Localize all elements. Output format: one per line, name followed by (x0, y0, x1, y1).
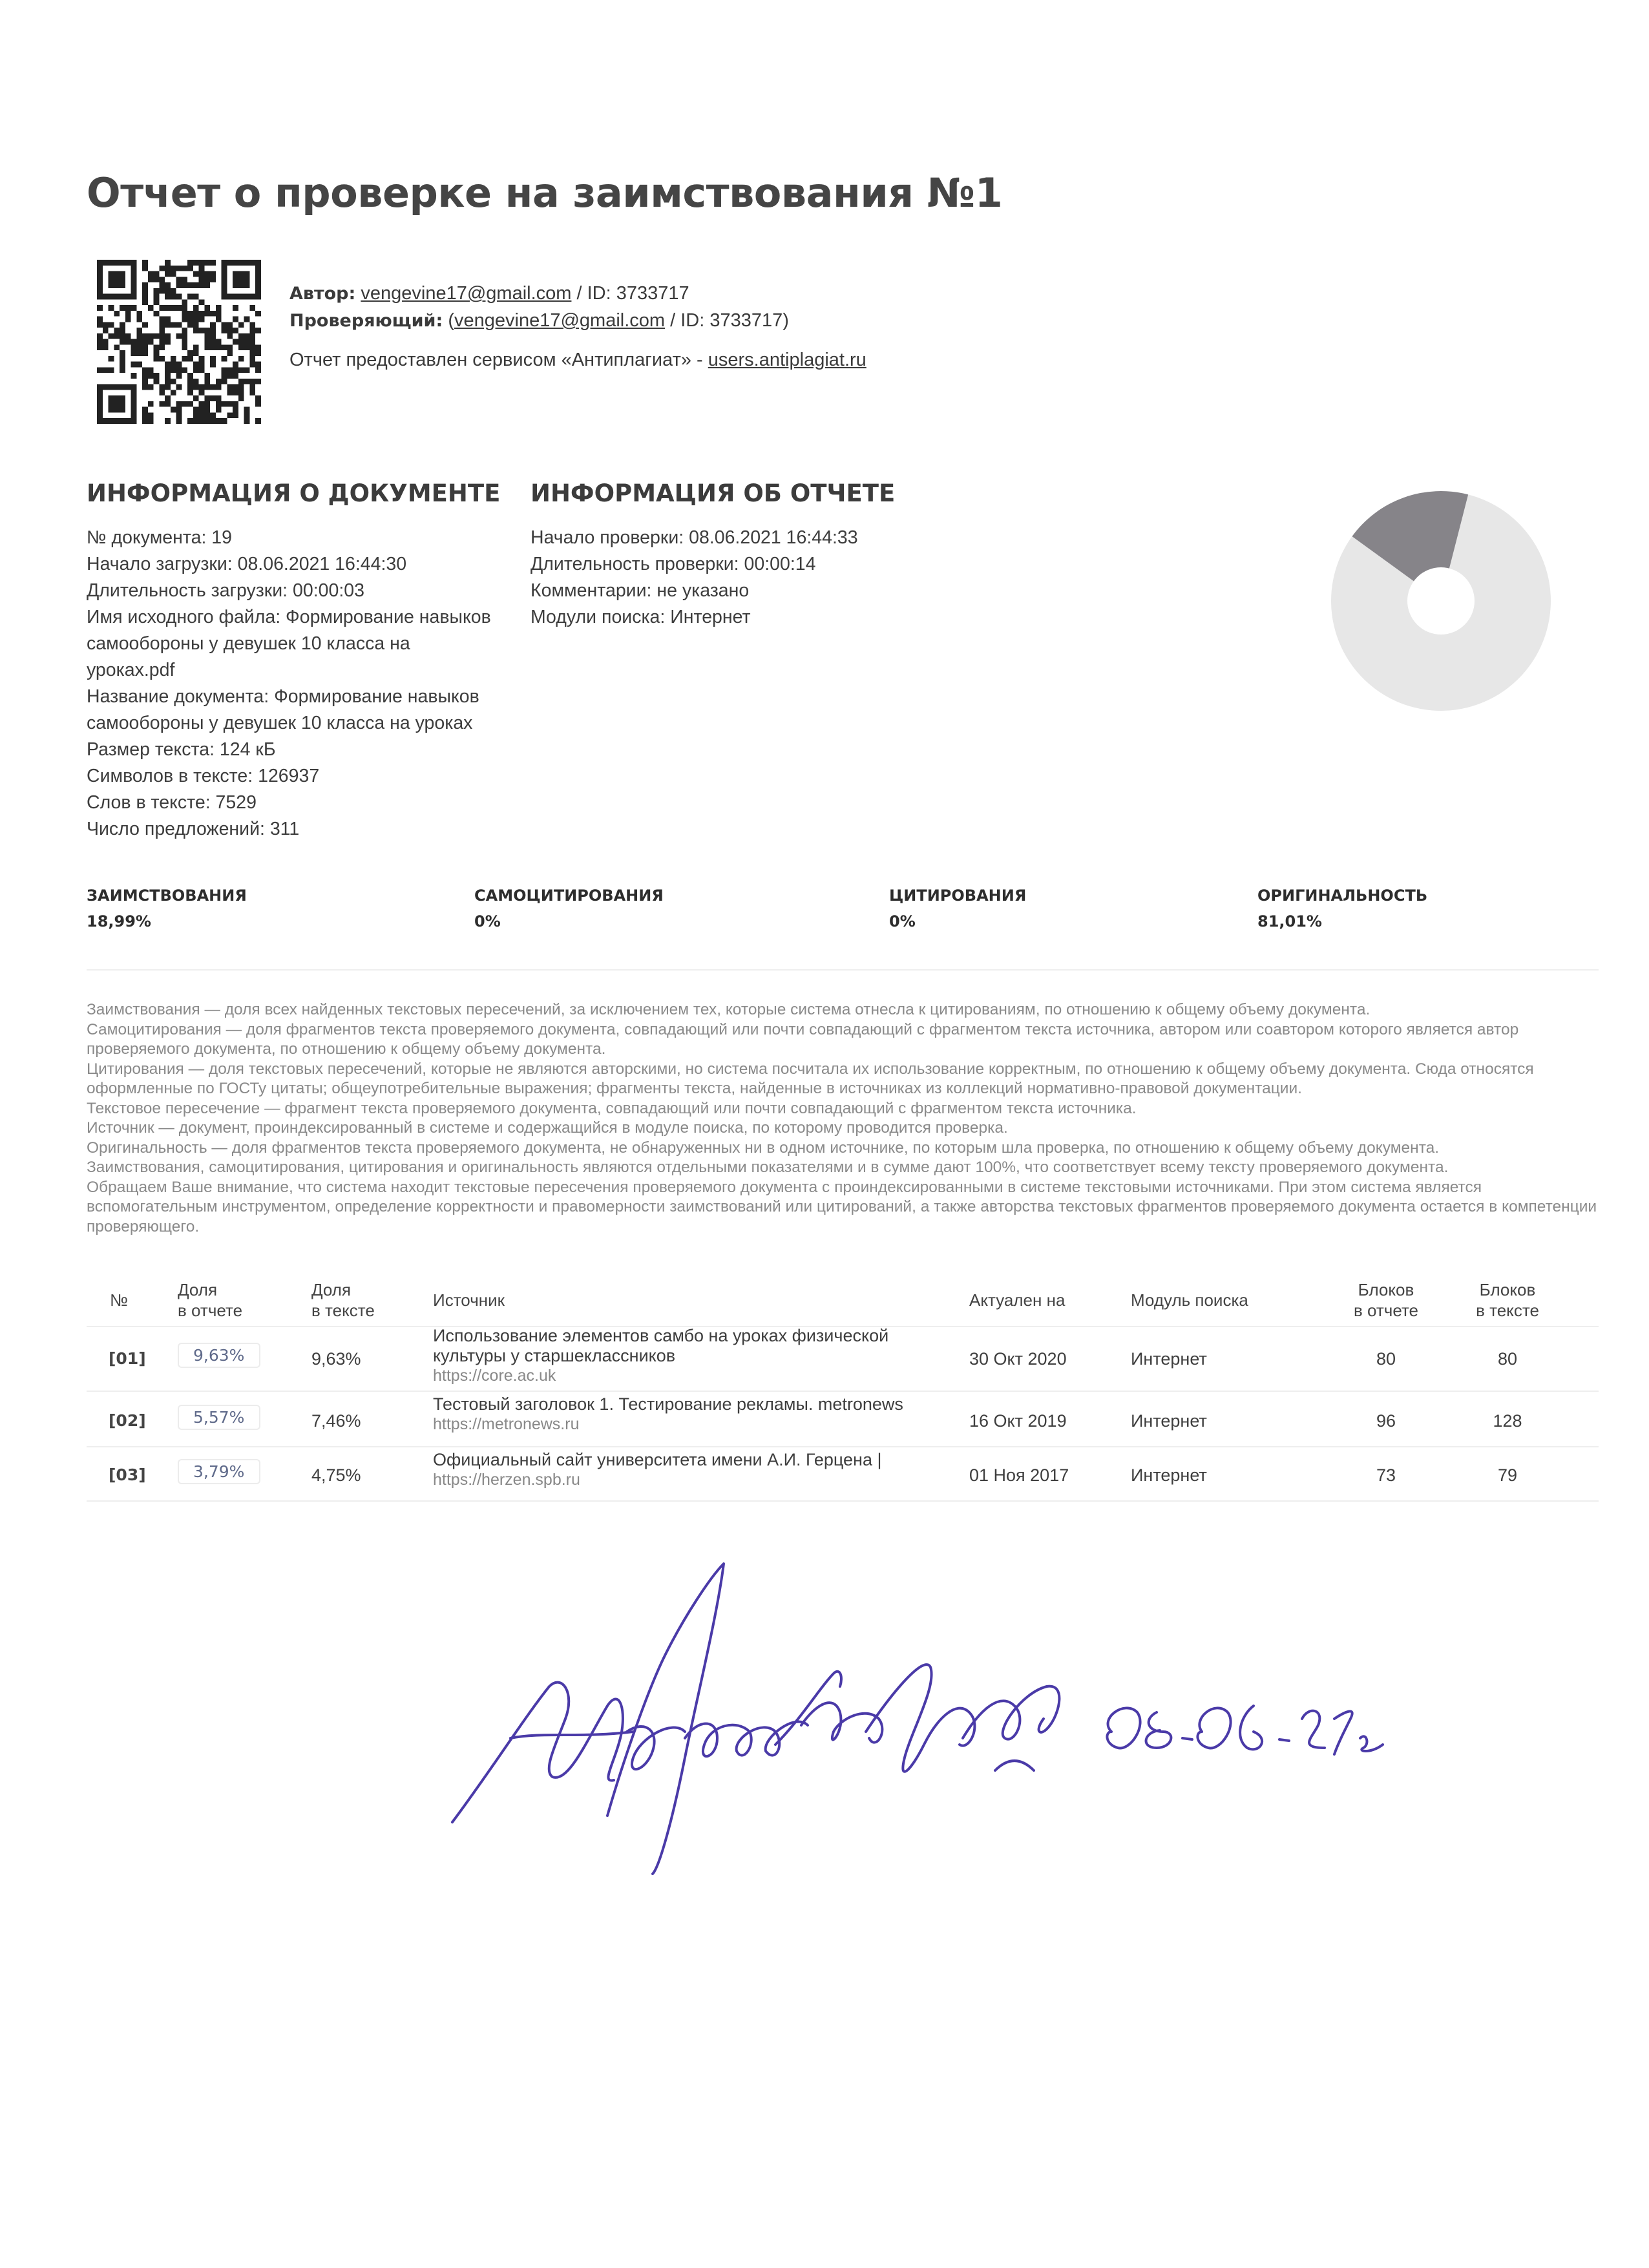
row-share-report (178, 1343, 260, 1368)
col-header-share-text (311, 1279, 375, 1321)
report-info-row: Начало проверки: 08.06.2021 16:44:33 (530, 527, 858, 548)
stat-value: 0% (889, 912, 916, 930)
stat-value: 81,01% (1257, 912, 1322, 930)
antiplagiat-link[interactable]: users.antiplagiat.ru (708, 350, 867, 370)
row-share-report (178, 1459, 260, 1484)
row-id: [02] (109, 1411, 146, 1430)
col-header-blocks-text (1465, 1279, 1549, 1321)
col-header-line: в отчете (178, 1301, 243, 1320)
doc-info-row: Слов в тексте: 7529 (87, 792, 257, 813)
doc-info-row: уроках.pdf (87, 660, 175, 680)
col-header-line: Блоков (1479, 1280, 1536, 1299)
stat-citation (889, 887, 1026, 930)
doc-info-list (87, 525, 532, 843)
author-id: / ID: 3733717 (571, 283, 689, 304)
row-module: Интернет (1131, 1465, 1207, 1485)
col-header-line: Доля (178, 1280, 218, 1299)
col-header-share-report (178, 1279, 242, 1321)
legend-paragraph: Самоцитирования — доля фрагментов текста проверяемого документа, совпадающий или почти совпадающий с фрагментом текста источника, автором или соавтором которого является автор проверяемого документа, по отношению к общему объему документа. (87, 1020, 1519, 1058)
legend-paragraph: Обращаем Ваше внимание, что система находит текстовые пересечения проверяемого документа с проиндексированными в системе текстовыми источниками. При этом система является вспомогательным инструментом, определение корректности и правомерности заимствований или цитирований, а также авторства текстовых фрагментов проверяемого документа остается в компетенции проверяющего. (87, 1178, 1597, 1235)
legend-paragraph: Текстовое пересечение — фрагмент текста проверяемого документа, совпадающий или почти совпадающий с фрагментом текста источника. (87, 1099, 1137, 1117)
author-label: Автор: (289, 284, 356, 304)
doc-info-row: № документа: 19 (87, 527, 232, 548)
doc-info-row: Размер текста: 124 кБ (87, 739, 276, 760)
source-url[interactable]: https://herzen.spb.ru (433, 1471, 580, 1489)
report-title: Отчет о проверке на заимствования №1 (87, 169, 1003, 216)
share-report-pill: 9,63% (178, 1343, 260, 1368)
legend-paragraph: Цитирования — доля текстовых пересечений, которые не являются авторскими, но система посчитала их использование корректным, по отношению к общему объему документа. Сюда относятся оформленные по ГОСТу цитаты; общеупотребительные выражения; фрагменты текста, найденные в источниках из коллекций нормативно-правовой документации. (87, 1060, 1534, 1097)
row-id: [01] (109, 1349, 146, 1368)
doc-info-row: Название документа: Формирование навыков (87, 686, 479, 707)
col-header-line: Блоков (1358, 1280, 1414, 1299)
row-actual: 01 Ноя 2017 (969, 1465, 1069, 1485)
provided-by-text: Отчет предоставлен сервисом «Антиплагиат» - (289, 350, 708, 370)
row-divider (87, 1500, 1599, 1502)
report-info-heading: ИНФОРМАЦИЯ ОБ ОТЧЕТЕ (530, 479, 896, 507)
provided-by-line (289, 350, 867, 371)
source-title-line: Использование элементов самбо на уроках физической (433, 1326, 889, 1345)
reviewer-line (289, 310, 789, 331)
row-module: Интернет (1131, 1411, 1207, 1431)
legend-paragraph: Оригинальность — доля фрагментов текста проверяемого документа, не обнаруженных ни в одном источнике, по которым шла проверка, по отношению к общему объему документа. (87, 1139, 1440, 1157)
definitions-legend (87, 1000, 1599, 1237)
row-blocks-report: 80 (1376, 1349, 1396, 1369)
doc-info-row: Имя исходного файла: Формирование навыков (87, 607, 491, 627)
share-report-pill: 3,79% (178, 1459, 260, 1484)
doc-info-row: Символов в тексте: 126937 (87, 766, 320, 786)
row-divider (87, 1391, 1599, 1392)
qr-code-icon (97, 260, 261, 424)
row-blocks-report: 96 (1376, 1411, 1396, 1431)
doc-info-row: самообороны у девушек 10 класса на уроках (87, 713, 473, 733)
stat-self-citation (474, 887, 664, 930)
doc-info-row: Начало загрузки: 08.06.2021 16:44:30 (87, 554, 407, 574)
reviewer-email-link[interactable]: vengevine17@gmail.com (454, 310, 666, 331)
row-share-text: 9,63% (311, 1349, 361, 1369)
handwritten-signature (414, 1525, 1422, 1887)
row-module: Интернет (1131, 1349, 1207, 1369)
legend-paragraph: Источник — документ, проиндексированный в системе и содержащийся в модуле поиска, по которому проводится проверка. (87, 1119, 1008, 1137)
author-line (289, 283, 689, 304)
legend-paragraph: Заимствования, самоцитирования, цитирования и оригинальность являются отдельными показателями и в сумме дают 100%, что соответствует всему тексту проверяемого документа. (87, 1159, 1449, 1176)
col-header-actual: Актуален на (969, 1290, 1066, 1310)
divider (87, 969, 1599, 971)
source-url[interactable]: https://core.ac.uk (433, 1367, 556, 1385)
doc-info-row: самообороны у девушек 10 класса на (87, 633, 410, 654)
share-report-pill: 5,57% (178, 1405, 260, 1430)
report-info-row: Длительность проверки: 00:00:14 (530, 554, 816, 574)
stat-label: ЗАИМСТВОВАНИЯ (87, 887, 247, 905)
stat-originality (1257, 887, 1427, 930)
row-share-text: 7,46% (311, 1411, 361, 1431)
source-title-line: культуры у старшеклассников (433, 1346, 676, 1365)
row-source-title (433, 1450, 882, 1490)
row-actual: 16 Окт 2019 (969, 1411, 1067, 1431)
row-source-title (433, 1394, 903, 1434)
row-divider (87, 1446, 1599, 1447)
row-share-report (178, 1405, 260, 1430)
stat-value: 18,99% (87, 912, 151, 930)
legend-paragraph: Заимствования — доля всех найденных текстовых пересечений, за исключением тех, которые система отнесла к цитированиям, по отношению к общему объему документа. (87, 1001, 1371, 1018)
row-share-text: 4,75% (311, 1465, 361, 1485)
row-blocks-text: 128 (1493, 1411, 1522, 1431)
row-blocks-text: 79 (1497, 1465, 1518, 1485)
col-header-line: в тексте (311, 1301, 375, 1320)
source-title-line: Тестовый заголовок 1. Тестирование рекламы. metronews (433, 1394, 903, 1414)
stat-label: САМОЦИТИРОВАНИЯ (474, 887, 664, 905)
author-email-link[interactable]: vengevine17@gmail.com (361, 283, 572, 304)
report-info-row: Комментарии: не указано (530, 580, 750, 601)
source-title-line: Официальный сайт университета имени А.И. Герцена | (433, 1450, 882, 1469)
reviewer-open-paren: ( (448, 310, 454, 331)
col-header-line: в отчете (1353, 1301, 1419, 1320)
row-id: [03] (109, 1465, 146, 1484)
col-header-num: № (110, 1290, 128, 1310)
originality-pie-chart (1305, 465, 1577, 737)
stat-borrowed (87, 887, 247, 930)
row-actual: 30 Окт 2020 (969, 1349, 1067, 1369)
pie-hole (1407, 567, 1475, 635)
report-info-row: Модули поиска: Интернет (530, 607, 751, 627)
row-blocks-text: 80 (1497, 1349, 1518, 1369)
col-header-module: Модуль поиска (1131, 1290, 1248, 1310)
doc-info-heading: ИНФОРМАЦИЯ О ДОКУМЕНТЕ (87, 479, 501, 507)
doc-info-row: Число предложений: 311 (87, 819, 300, 839)
col-header-blocks-report (1344, 1279, 1428, 1321)
reviewer-label: Проверяющий: (289, 311, 443, 331)
stat-label: ЦИТИРОВАНИЯ (889, 887, 1027, 905)
col-header-line: Доля (311, 1280, 352, 1299)
source-url[interactable]: https://metronews.ru (433, 1415, 580, 1433)
stat-value: 0% (474, 912, 501, 930)
col-header-line: в тексте (1476, 1301, 1539, 1320)
row-blocks-report: 73 (1376, 1465, 1396, 1485)
reviewer-id: / ID: 3733717) (665, 310, 789, 331)
report-info-list (530, 525, 983, 631)
col-header-source: Источник (433, 1290, 505, 1310)
stat-label: ОРИГИНАЛЬНОСТЬ (1257, 887, 1428, 905)
row-source-title (433, 1326, 888, 1386)
doc-info-row: Длительность загрузки: 00:00:03 (87, 580, 364, 601)
